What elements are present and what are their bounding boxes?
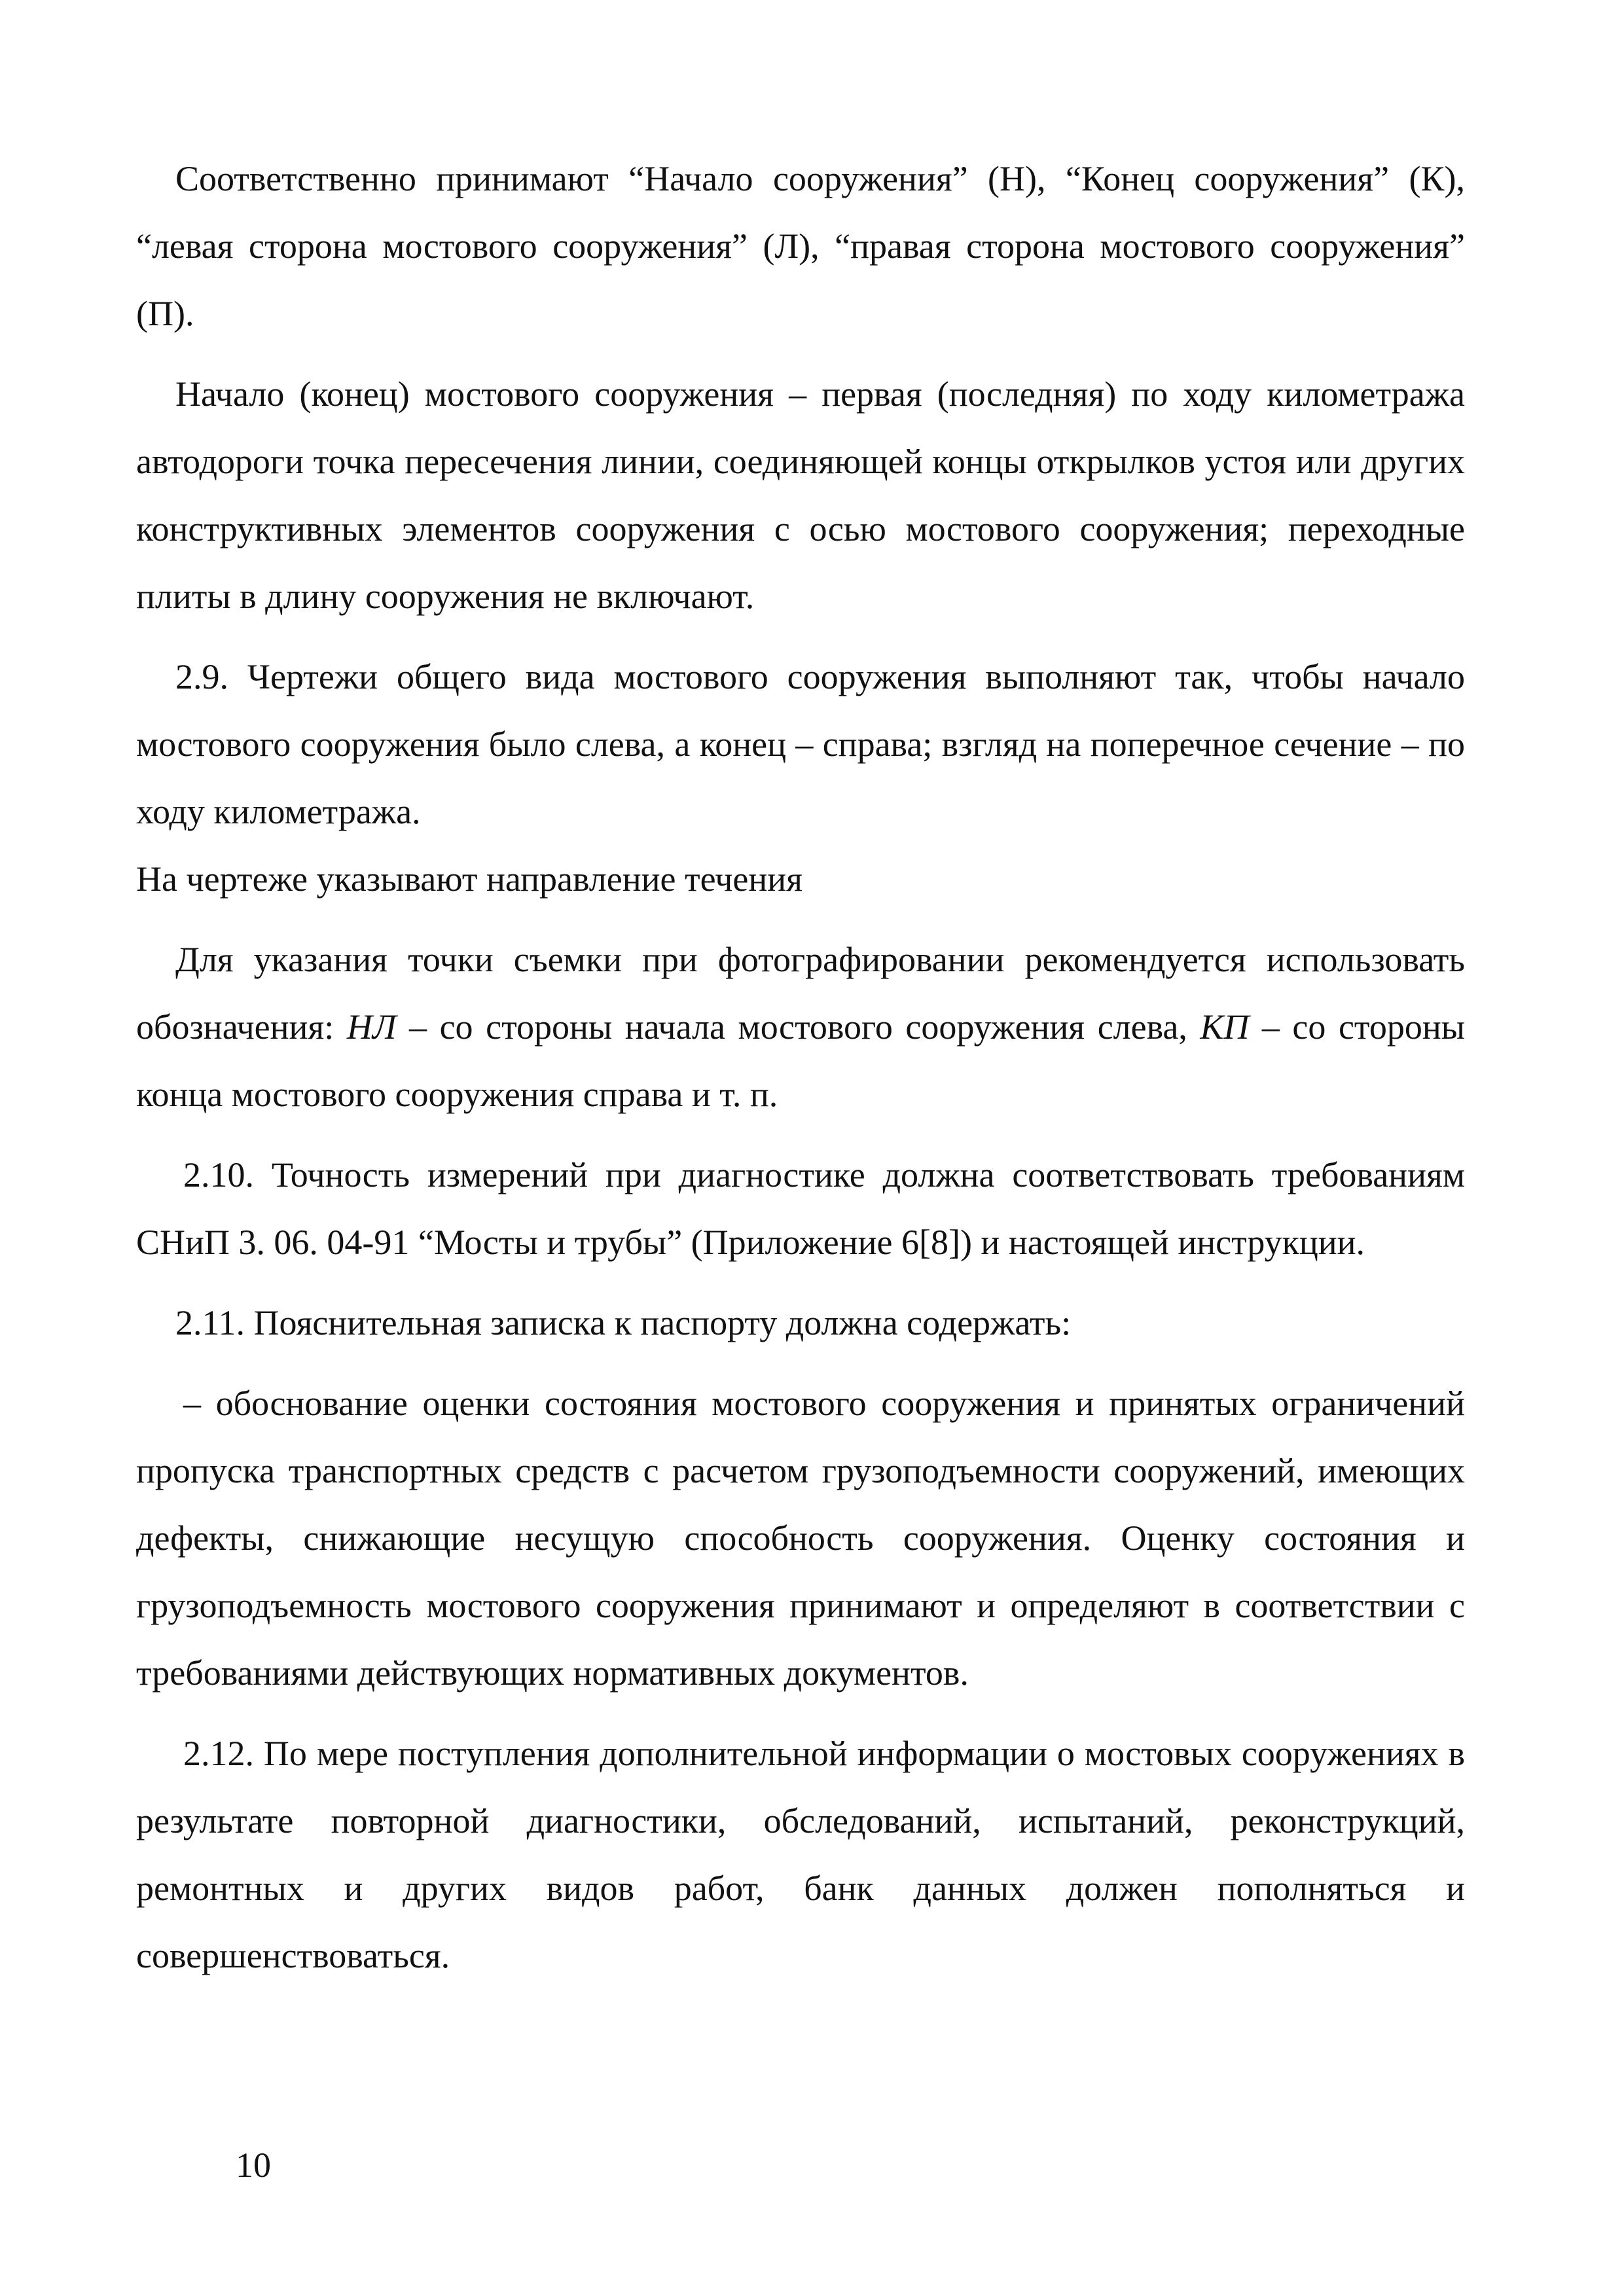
paragraph-2-12-database: 2.12. По мере поступления дополнительной информации о мостовых сооружениях в результате повторной диагностики, обследований, испытаний, реконструкций, ремонтных и других видов работ, банк данных должен пополняться и совершенствоваться.: [136, 1734, 1465, 1975]
paragraph-2-11-note: 2.11. Пояснительная записка к паспорту должна содержать:: [175, 1303, 1072, 1342]
document-body: [136, 145, 1465, 1990]
photo-text-part2: – со стороны начала мостового сооружения слева,: [396, 1007, 1200, 1047]
paragraph-flow-direction: На чертеже указывают направление течения: [136, 859, 803, 899]
photo-text-part3: – со стороны конца мостового сооружения справа и т. п.: [136, 1007, 1465, 1114]
paragraph-designations: Соответственно принимают “Начало сооружения” (Н), “Конец сооружения” (К), “левая сторона мостового сооружения” (Л), “правая сторона мостового сооружения” (П).: [136, 159, 1465, 333]
paragraph-2-9-drawings: 2.9. Чертежи общего вида мостового сооружения выполняют так, чтобы начало мостового сооружения было слева, а конец – справа; взгляд на поперечное сечение – по ходу километража.: [136, 657, 1465, 831]
paragraph-justification-item: – обоснование оценки состояния мостового сооружения и принятых ограничений пропуска транспортных средств с расчетом грузоподъемности сооружений, имеющих дефекты, снижающие несущую способность сооружения. Оценку состояния и грузоподъемность мостового сооружения принимают и определяют в соответствии с требованиями действующих нормативных документов.: [136, 1384, 1465, 1693]
abbr-kp: КП: [1200, 1007, 1250, 1047]
abbr-nl: НЛ: [346, 1007, 397, 1047]
paragraph-photo-designations: [136, 926, 1465, 1128]
page-number: 10: [236, 2145, 271, 2185]
paragraph-2-10-accuracy: 2.10. Точность измерений при диагностике должна соответствовать требованиям СНиП 3. 06. 04-91 “Мосты и трубы” (Приложение 6[8]) и настоящей инструкции.: [136, 1155, 1465, 1262]
paragraph-start-end-definition: Начало (конец) мостового сооружения – первая (последняя) по ходу километража автодороги точка пересечения линии, соединяющей концы открылков устоя или других конструктивных элементов сооружения с осью мостового сооружения; переходные плиты в длину сооружения не включают.: [136, 374, 1465, 616]
photo-text-part1: Для указания точки съемки при фотографировании рекомендуется использовать обозначения:: [136, 940, 1465, 1047]
